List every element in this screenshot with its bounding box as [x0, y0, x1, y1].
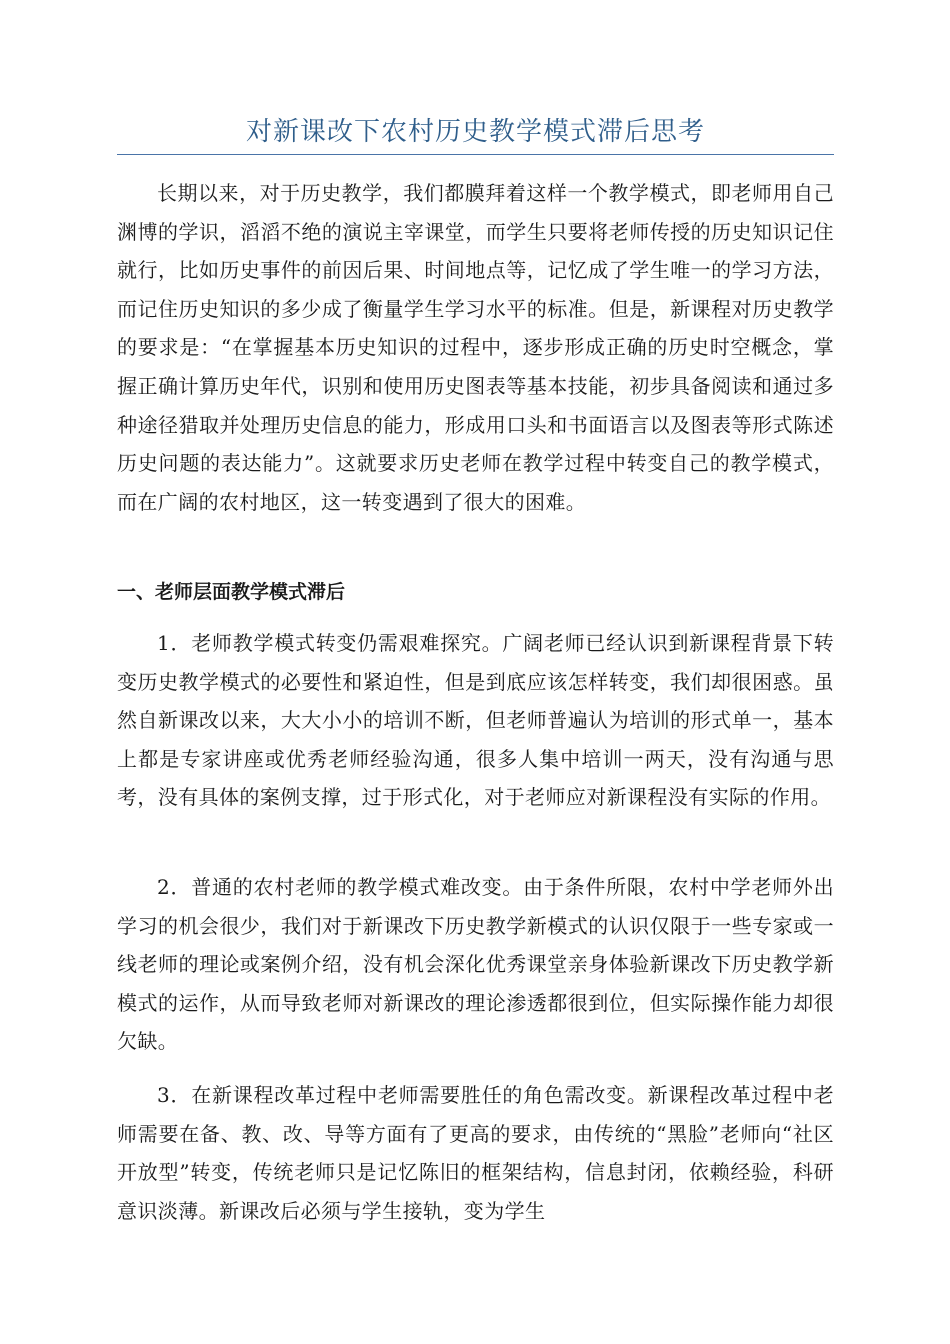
body-paragraph-2: 2．普通的农村老师的教学模式难改变。由于条件所限，农村中学老师外出学习的机会很少，我们对于新课改下历史教学新模式的认识仅限于一些专家或一线老师的理论或案例介绍，没有机会深化优秀课堂亲身体验新课改下历史教学新模式的运作，从而导致老师对新课改的理论渗透都很到位，但实际操作能力却很欠缺。 — [117, 875, 834, 1054]
intro-paragraph: 长期以来，对于历史教学，我们都膜拜着这样一个教学模式，即老师用自己渊博的学识，滔滔不绝的演说主宰课堂，而学生只要将老师传授的历史知识记住就行，比如历史事件的前因后果、时间地点等，记忆成了学生唯一的学习方法，而记住历史知识的多少成了衡量学生学习水平的标准。但是，新课程对历史教学的要求是：“在掌握基本历史知识的过程中，逐步形成正确的历史时空概念，掌握正确计算历史年代，识别和使用历史图表等基本技能，初步具备阅读和通过多种途径猎取并处理历史信息的能力，形成用口头和书面语言以及图表等形式陈述历史问题的表达能力”。这就要求历史老师在教学过程中转变自己的教学模式，而在广阔的农村地区，这一转变遇到了很大的困难。 — [117, 181, 834, 514]
body-paragraph-3: 3．在新课程改革过程中老师需要胜任的角色需改变。新课程改革过程中老师需要在备、教、改、导等方面有了更高的要求，由传统的“黑脸”老师向“社区开放型”转变，传统老师只是记忆陈旧的框架结构，信息封闭，依赖经验，科研意识淡薄。新课改后必须与学生接轨，变为学生 — [117, 1083, 834, 1223]
document-title: 对新课改下农村历史教学模式滞后思考 — [245, 117, 705, 147]
body-paragraph-1: 1．老师教学模式转变仍需艰难探究。广阔老师已经认识到新课程背景下转变历史教学模式的必要性和紧迫性，但是到底应该怎样转变，我们却很困惑。虽然自新课改以来，大大小小的培训不断，但老师普遍认为培训的形式单一，基本上都是专家讲座或优秀老师经验沟通，很多人集中培训一两天，没有沟通与思考，没有具体的案例支撑，过于形式化，对于老师应对新课程没有实际的作用。 — [117, 631, 834, 810]
title-underline — [117, 154, 834, 155]
section-heading: 一、老师层面教学模式滞后 — [117, 581, 346, 603]
